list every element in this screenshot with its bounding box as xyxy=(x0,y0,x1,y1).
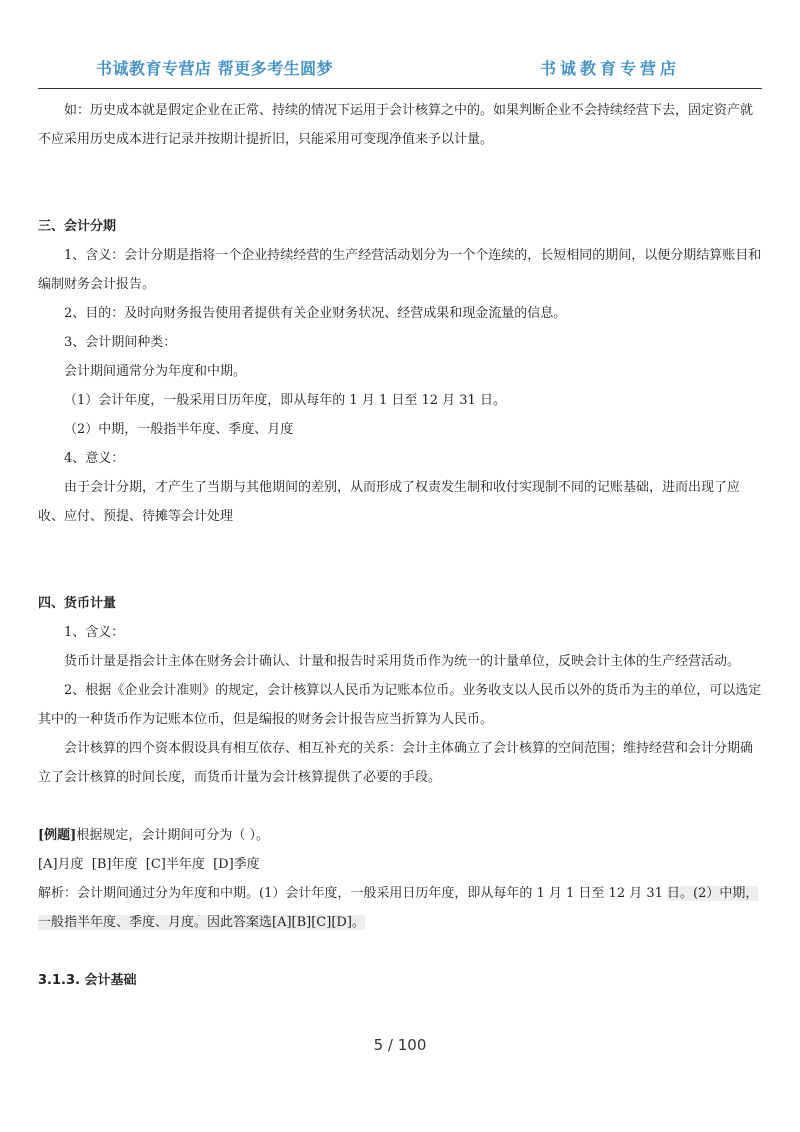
example-analysis xyxy=(38,879,762,937)
header-divider xyxy=(38,88,762,89)
example-question xyxy=(38,821,762,850)
example-tag: [例题] xyxy=(38,828,77,843)
header-store-slogan: 书诚教育专营店 帮更多考生圆梦 xyxy=(96,59,334,78)
paragraph: 2、根据《企业会计准则》的规定，会计核算以人民币为记账本位币。业务收支以人民币以外的货币为主的单位，可以选定其中的一种货币作为记账本位币，但是编报的财务会计报告应当折算为人民币。 xyxy=(38,683,762,727)
section-heading-monetary-measurement: 四、货币计量 xyxy=(38,596,117,611)
document-body xyxy=(38,96,762,995)
paragraph: 会计期间通常分为年度和中期。 xyxy=(64,364,247,379)
page-number: 5 / 100 xyxy=(373,1036,427,1054)
analysis-text: 解析：会计期间通过分为年度和中期。(1）会计年度，一般采用日历年度，即从每年的 1 月 1 日至 12 月 31 xyxy=(38,886,668,901)
paragraph: 会计核算的四个资本假设具有相互依存、相互补充的关系：会计主体确立了会计核算的空间范围；维持经营和会计分期确立了会计核算的时间长度，而货币计量为会计核算提供了必要的手段。 xyxy=(38,741,754,785)
paragraph: （1）会计年度，一般采用日历年度，即从每年的 1 月 1 日至 12 月 31 日。 xyxy=(64,393,506,408)
analysis-highlight: 日。(2）中期，一般指半年度、季度、月度。因此答案选[A][B][C][D]。 xyxy=(38,886,759,930)
section-heading-accounting-period: 三、会计分期 xyxy=(38,219,117,234)
paragraph: 3、会计期间种类： xyxy=(64,335,177,350)
example-options: [A]月度 [B]年度 [C]半年度 [D]季度 xyxy=(38,857,260,872)
paragraph: 由于会计分期，才产生了当期与其他期间的差别，从而形成了权责发生制和收付实现制不同的记账基础，进而出现了应收、应付、预提、待摊等会计处理 xyxy=(38,480,741,524)
header-store-name: 书诚教育专营店 xyxy=(540,59,681,78)
paragraph: 1、含义：会计分期是指将一个企业持续经营的生产经营活动划分为一个个连续的，长短相同的期间，以便分期结算账目和编制财务会计报告。 xyxy=(38,248,762,292)
paragraph: （2）中期，一般指半年度、季度、月度 xyxy=(64,422,294,437)
paragraph: 货币计量是指会计主体在财务会计确认、计量和报告时采用货币作为统一的计量单位，反映会计主体的生产经营活动。 xyxy=(64,654,741,669)
intro-paragraph: 如：历史成本就是假定企业在正常、持续的情况下运用于会计核算之中的。如果判断企业不会持续经营下去，固定资产就不应采用历史成本进行记录并按期计提折旧，只能采用可变现净值来予以计量。 xyxy=(38,103,754,147)
subsection-heading: 3.1.3. 会计基础 xyxy=(38,973,137,988)
paragraph: 4、意义： xyxy=(64,451,125,466)
paragraph: 1、含义： xyxy=(64,625,125,640)
paragraph: 2、目的：及时向财务报告使用者提供有关企业财务状况、经营成果和现金流量的信息。 xyxy=(64,306,567,321)
example-question-text: 根据规定，会计期间可分为（ ）。 xyxy=(76,828,269,843)
